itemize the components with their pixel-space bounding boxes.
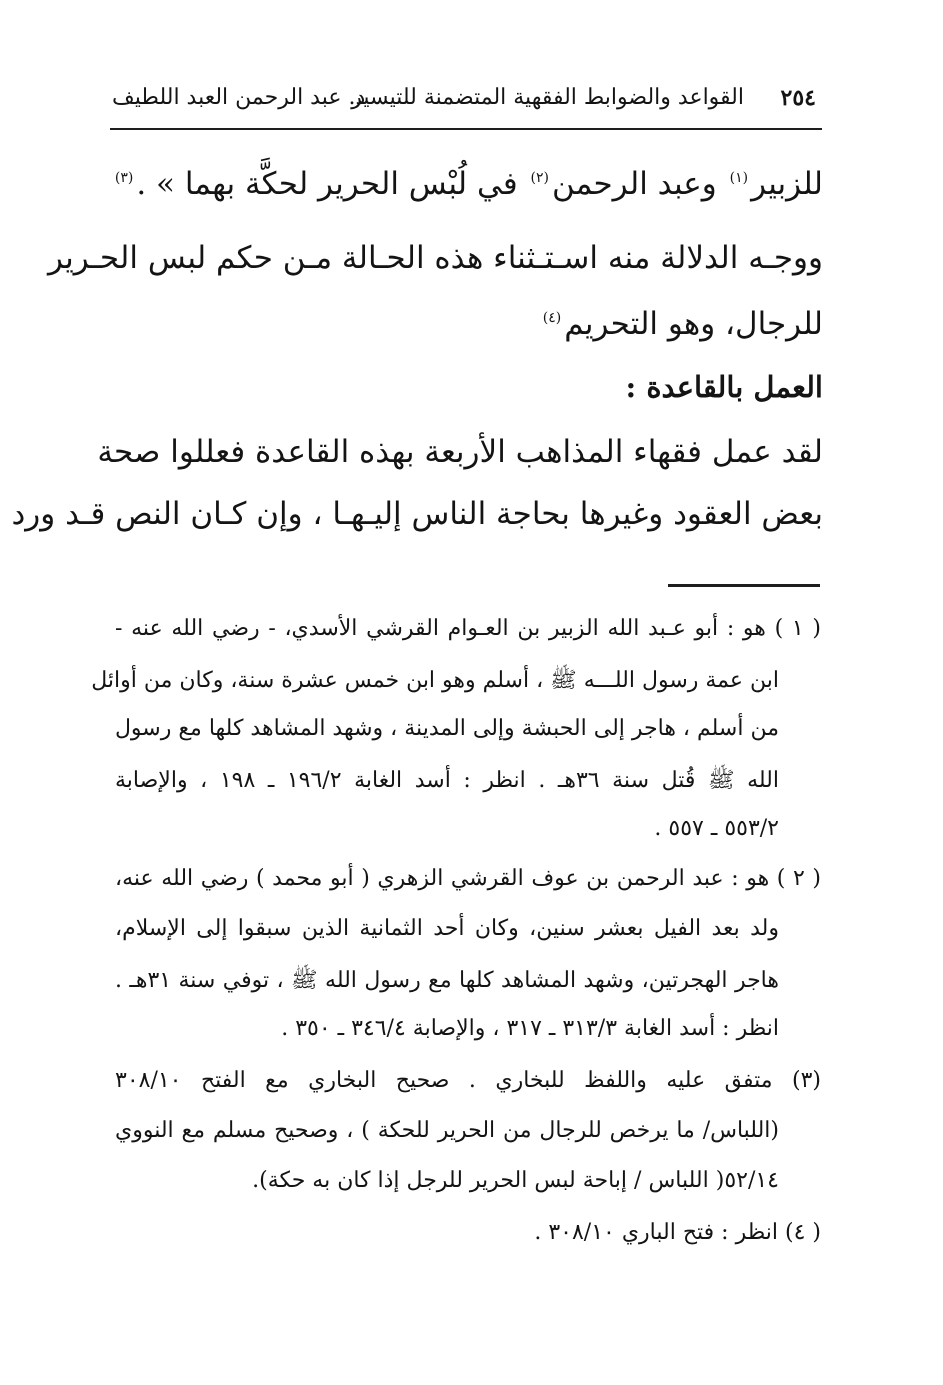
footnote-ref-4: (٤) [542,310,562,326]
header-divider [110,128,822,130]
footnote-1-line-4: الله ﷺ قُتل سنة ٣٦هـ . انظر : أسد الغابة ١٩٦/٢ ـ ١٩٨ ، والإصابة [115,768,779,793]
footnote-3-line-2: (اللباس/ ما يرخص للرجال من الحرير للحكة ) ، وصحيح مسلم مع النووي [115,1118,779,1143]
body-line-4: لقد عمل فقهاء المذاهب الأربعة بهذه القاعدة فعللوا صحة [97,434,823,470]
footnote-ref-2: (٢) [530,170,549,186]
body-line-5: بعض العقود وغيرها بحاجة الناس إليـهـا ، وإن كـان النص قـد ورد [11,496,823,532]
footnote-1-line-2: ابن عمة رسول اللـــه ﷺ ، أسلم وهو ابن خمس عشرة سنة، وكان من أوائل [91,668,779,693]
body-line-2: ووجـه الدلالة منه اسـتـثناء هذه الحـالة مـن حكم لبس الحـرير [47,240,823,276]
footnote-3-line-1: (٣) متفق عليه واللفظ للبخاري . صحيح البخاري مع الفتح ٣٠٨/١٠ [115,1068,821,1093]
body-line-1-part-3: في لُبْس الحرير لحكَّة بهما » . [136,166,518,202]
footnote-1-line-1: ( ١ ) هو : أبو عـبد الله الزبير بن العـوام القرشي الأسدي، - رضي الله عنه - [115,616,821,641]
section-heading: العمل بالقاعدة : [625,370,823,404]
footnote-4-line-1: ( ٤) انظر : فتح الباري ٣٠٨/١٠ . [534,1220,821,1245]
footnote-1-line-3: من أسلم ، هاجر إلى الحبشة وإلى المدينة ، وشهد المشاهد كلها مع رسول [114,716,779,741]
book-title: القواعد والضوابط الفقهية المتضمنة للتيسير [351,85,744,110]
author-name: د. عبد الرحمن العبد اللطيف [112,85,366,110]
footnote-2-line-4: انظر : أسد الغابة ٣١٣/٣ ـ ٣١٧ ، والإصابة ٣٤٦/٤ ـ ٣٥٠ . [281,1016,779,1041]
body-line-1-part-2: وعبد الرحمن [551,166,717,202]
footnote-divider [668,584,820,587]
footnote-ref-1: (١) [729,170,749,186]
footnote-2-line-2: ولد بعد الفيل بعشر سنين، وكان أحد الثمانية الذين سبقوا إلى الإسلام، [115,916,779,941]
body-line-1 [112,166,823,202]
body-line-3-text: للرجال، وهو التحريم [564,306,823,342]
footnote-2-line-3: هاجر الهجرتين، وشهد المشاهد كلها مع رسول الله ﷺ ، توفي سنة ٣١هـ . [115,968,779,993]
body-line-3 [540,306,823,342]
footnote-1-line-5: ٥٥٣/٢ ـ ٥٥٧ . [654,816,779,841]
footnote-ref-3: (٣) [114,170,134,186]
running-header [108,78,822,118]
page-number: ٢٥٤ [780,85,816,111]
footnote-3-line-3: ٥٢/١٤( اللباس / إباحة لبس الحرير للرجل إذا كان به حكة). [252,1168,779,1193]
footnote-2-line-1: ( ٢ ) هو : عبد الرحمن بن عوف القرشي الزهري ( أبو محمد ) رضي الله عنه، [115,866,821,891]
body-line-1-part-1: للزبير [751,166,823,202]
